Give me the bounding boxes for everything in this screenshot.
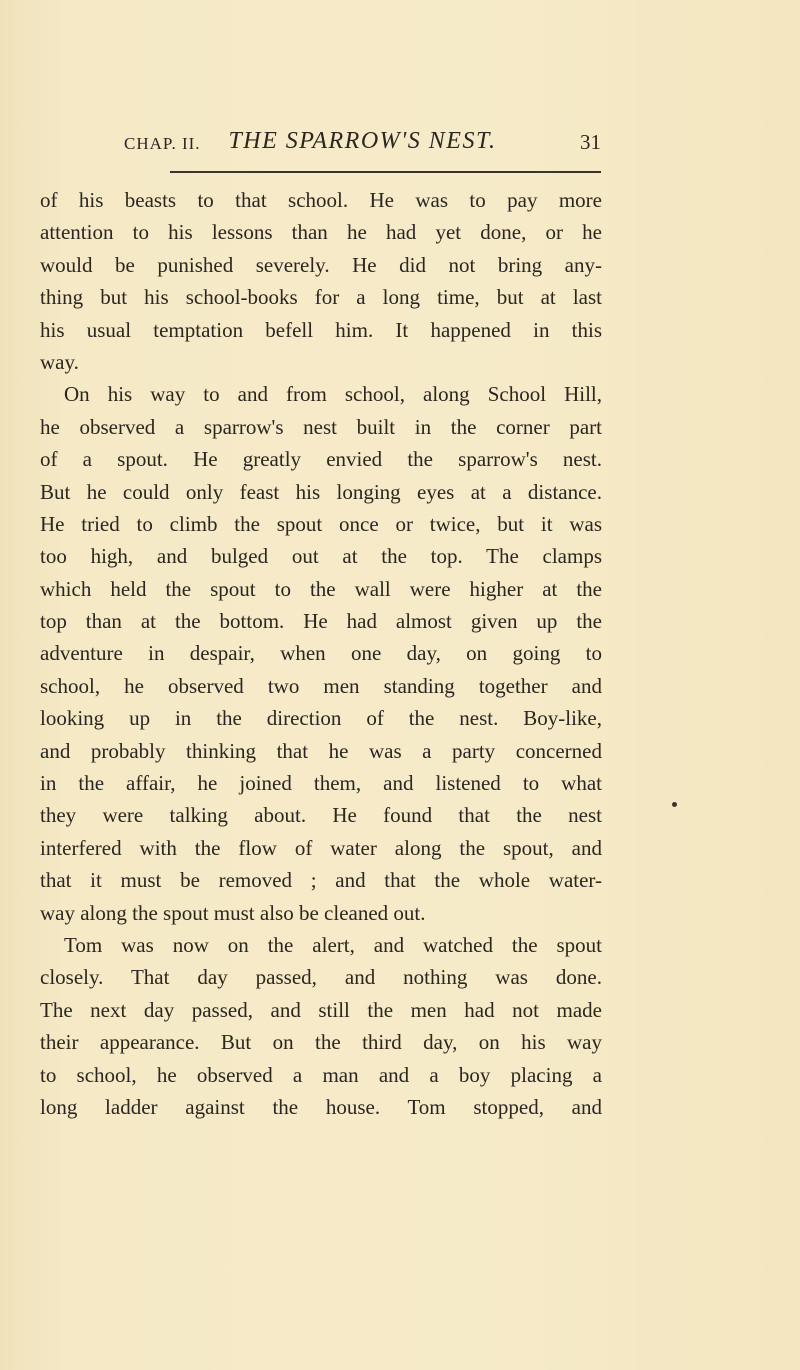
text-line: way.: [40, 349, 79, 374]
text-line: looking up in the direction of the nest. Boy-like,: [40, 706, 602, 731]
text-line: of a spout. He greatly envied the sparrow's nest.: [40, 447, 602, 472]
text-line: they were talking about. He found that the nest: [40, 803, 602, 828]
text-line: way along the spout must also be cleaned out.: [40, 900, 426, 925]
text-line: that it must be removed ; and that the whole water-: [40, 868, 602, 893]
text-line: closely. That day passed, and nothing was done.: [40, 965, 602, 990]
text-line: attention to his lessons than he had yet done, or he: [40, 220, 602, 245]
text-line: Tom was now on the alert, and watched the spout: [64, 932, 602, 957]
header-rule: [170, 171, 601, 173]
text-line: in the affair, he joined them, and listened to what: [40, 771, 602, 796]
body-text: [40, 184, 602, 1123]
text-line: On his way to and from school, along School Hill,: [64, 382, 602, 407]
text-line: He tried to climb the spout once or twice, but it was: [40, 511, 602, 536]
text-line: he observed a sparrow's nest built in the corner part: [40, 414, 602, 439]
text-line: which held the spout to the wall were higher at the: [40, 576, 602, 601]
text-line: and probably thinking that he was a party concerned: [40, 738, 602, 763]
margin-mark: [672, 802, 677, 807]
text-line: would be punished severely. He did not bring any-: [40, 252, 602, 277]
text-line: to school, he observed a man and a boy placing a: [40, 1062, 602, 1087]
text-line: adventure in despair, when one day, on going to: [40, 641, 602, 666]
text-line: his usual temptation befell him. It happened in this: [40, 317, 602, 342]
text-line: top than at the bottom. He had almost given up the: [40, 609, 602, 634]
text-line: school, he observed two men standing together and: [40, 673, 602, 698]
text-line: their appearance. But on the third day, on his way: [40, 1030, 602, 1055]
text-line: of his beasts to that school. He was to pay more: [40, 188, 602, 212]
text-line: But he could only feast his longing eyes at a distance.: [40, 479, 602, 504]
running-head: [124, 128, 601, 162]
text-line: interfered with the flow of water along the spout, and: [40, 835, 602, 860]
chapter-label: CHAP. II.: [124, 134, 201, 153]
page-title: THE SPARROW'S NEST.: [228, 128, 497, 154]
text-line: long ladder against the house. Tom stopped, and: [40, 1094, 602, 1119]
text-line: The next day passed, and still the men had not made: [40, 997, 602, 1022]
text-line: too high, and bulged out at the top. The clamps: [40, 544, 602, 569]
page-number: 31: [580, 130, 601, 154]
text-line: thing but his school-books for a long time, but at last: [40, 285, 602, 310]
